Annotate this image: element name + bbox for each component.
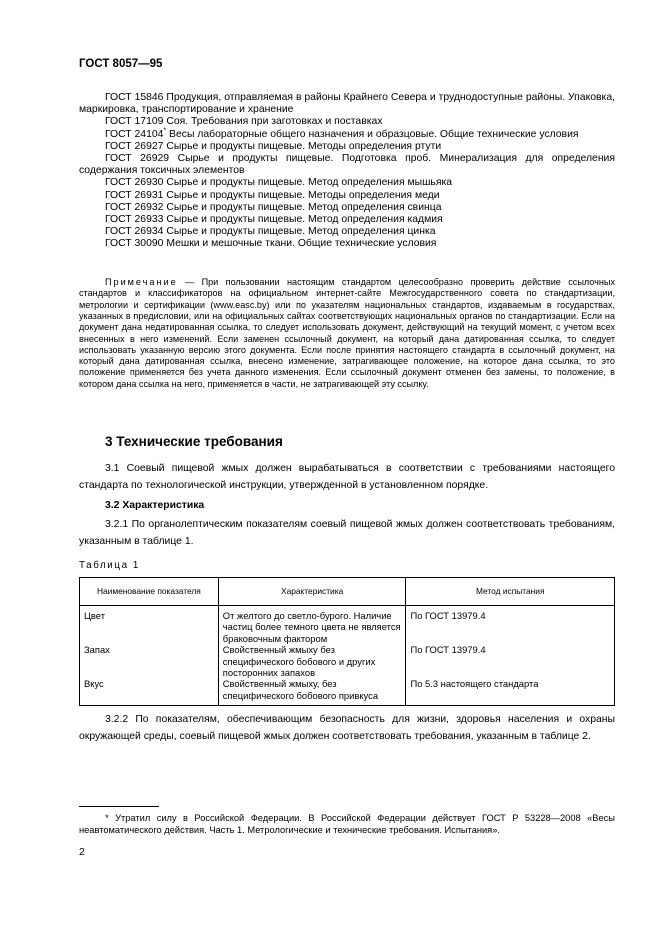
reference-code: ГОСТ 26929 — [105, 153, 170, 165]
table-1 — [79, 577, 615, 706]
cell-characteristic: Свойственный жмыху, без специфического бобового привкуса — [218, 678, 406, 705]
reference-title: Сырье и продукты пищевые. Методы определения меди — [166, 189, 440, 201]
subsection-heading: 3.2 Характеристика — [105, 500, 205, 511]
page-number: 2 — [79, 847, 85, 858]
reference-item — [79, 153, 615, 177]
reference-item — [79, 214, 615, 226]
cell-method: По 5.3 настоящего стандарта — [406, 678, 615, 705]
reference-title: Сырье и продукты пищевые. Метод определения мышьяка — [166, 177, 453, 189]
document-code: ГОСТ 8057—95 — [79, 58, 163, 70]
cell-name: Вкус — [80, 678, 219, 705]
reference-item — [79, 190, 615, 202]
reference-item — [79, 129, 615, 141]
footnote-divider — [79, 806, 159, 807]
column-header: Характеристика — [218, 578, 406, 606]
reference-title: Сырье и продукты пищевые. Метод определения цинка — [166, 226, 436, 238]
reference-code: ГОСТ 15846 — [105, 92, 164, 103]
reference-title: Сырье и продукты пищевые. Методы определения ртути — [166, 140, 442, 152]
reference-code: ГОСТ 26933 — [105, 214, 164, 226]
reference-item — [79, 202, 615, 214]
reference-title: Сырье и продукты пищевые. Метод определения свинца — [166, 201, 442, 213]
reference-code: ГОСТ 30090 — [105, 238, 164, 250]
footnote-text: Утратил силу в Российской Федерации. В Российской Федерации действует ГОСТ Р 53228—2008 «Весы неавтоматического действия. Часть 1. Метрологические и технические требования. Испытания». — [79, 813, 615, 836]
reference-item — [79, 92, 615, 116]
footnote-mark: * — [163, 127, 167, 135]
reference-item — [79, 141, 615, 153]
note-paragraph — [79, 277, 615, 390]
reference-item — [79, 116, 615, 128]
footnote — [79, 812, 615, 836]
table-row — [80, 606, 615, 645]
reference-title: Продукция, отправляемая в районы Крайнего Севера и труднодоступные районы. Упаковка, маркировка, транспортирование и хранение — [79, 92, 615, 116]
reference-item — [79, 226, 615, 238]
cell-name: Цвет — [80, 606, 219, 645]
table-caption: Таблица 1 — [79, 560, 140, 571]
reference-title: Соя. Требования при заготовках и поставках — [166, 116, 383, 128]
footnote-mark: * — [105, 813, 109, 823]
table-header-row — [80, 578, 615, 606]
reference-title: Сырье и продукты пищевые. Метод определения кадмия — [166, 214, 443, 226]
reference-code: ГОСТ 26931 — [105, 189, 164, 201]
reference-code: ГОСТ 26927 — [105, 140, 164, 152]
table-row — [80, 644, 615, 678]
cell-name: Запах — [80, 644, 219, 678]
reference-item — [79, 177, 615, 189]
paragraph-3-2-2: 3.2.2 По показателям, обеспечивающим безопасность для жизни, здоровья населения и охраны окружающей среды, соевый пищевой жмых должен соответствовать требования, указанным в таблице 2. — [79, 714, 615, 742]
reference-code: ГОСТ 17109 — [105, 116, 164, 128]
column-header: Метод испытания — [406, 578, 615, 606]
reference-title: Сырье и продукты пищевые. Подготовка проб. Минерализация для определения содержания токсичных элементов — [79, 153, 615, 177]
reference-code: ГОСТ 26934 — [105, 226, 164, 238]
reference-code: ГОСТ 24104 — [105, 128, 164, 140]
column-header: Наименование показателя — [80, 578, 219, 606]
reference-title: Весы лабораторные общего назначения и образцовые. Общие технические условия — [169, 128, 579, 140]
note-label: Примечание — [105, 277, 178, 288]
cell-characteristic: От желтого до светло-бурого. Наличие частиц более темного цвета не является браковочным фактором — [218, 606, 406, 645]
section-heading: 3 Технические требования — [105, 434, 283, 449]
references-list — [79, 92, 615, 251]
cell-method: По ГОСТ 13979.4 — [406, 606, 615, 645]
cell-method: По ГОСТ 13979.4 — [406, 644, 615, 678]
note-text: — При пользовании настоящим стандартом целесообразно проверить действие ссылочных стандартов и классификаторов на официальном интернет-сайте Межгосударственного совета по стандартизации, метрологии и сертификации (www.easc.by) или по указателям национальных стандартов, издаваемым в государствах, указанных в предисловии, или на официальных сайтах соответствующих национальных органов по стандартизации. Если на документ дана недатированная ссылка, то следует использовать документ, действующий на текущий момент, с учетом всех внесенных в него изменений. Если заменен ссылочный документ, на который дана датированная ссылка, то следует использовать указанную версию этого документа. Если после принятия настоящего стандарта в ссылочный документ, на который дана датированная ссылка, внесено изменение, затрагивающее положение, на которое дана ссылка, то это положение применяется без учета данного изменения. Если ссылочный документ отменен без замены, то положение, в котором дана ссылка на него, применяется в части, не затрагивающей эту ссылку. — [79, 277, 615, 389]
reference-code: ГОСТ 26932 — [105, 201, 164, 213]
cell-characteristic: Свойственный жмыху без специфического бобового и других посторонних запахов — [218, 644, 406, 678]
paragraph-3-2-1: 3.2.1 По органолептическим показателям соевый пищевой жмых должен соответствовать требованиям, указанным в таблице 1. — [79, 519, 615, 547]
reference-title: Мешки и мешочные ткани. Общие технические условия — [166, 238, 437, 250]
reference-item — [79, 238, 615, 250]
paragraph-3-1: 3.1 Соевый пищевой жмых должен вырабатываться в соответствии с требованиями настоящего стандарта по технологической инструкции, утвержденной в установленном порядке. — [79, 463, 615, 491]
table-row — [80, 678, 615, 705]
reference-code: ГОСТ 26930 — [105, 177, 164, 189]
